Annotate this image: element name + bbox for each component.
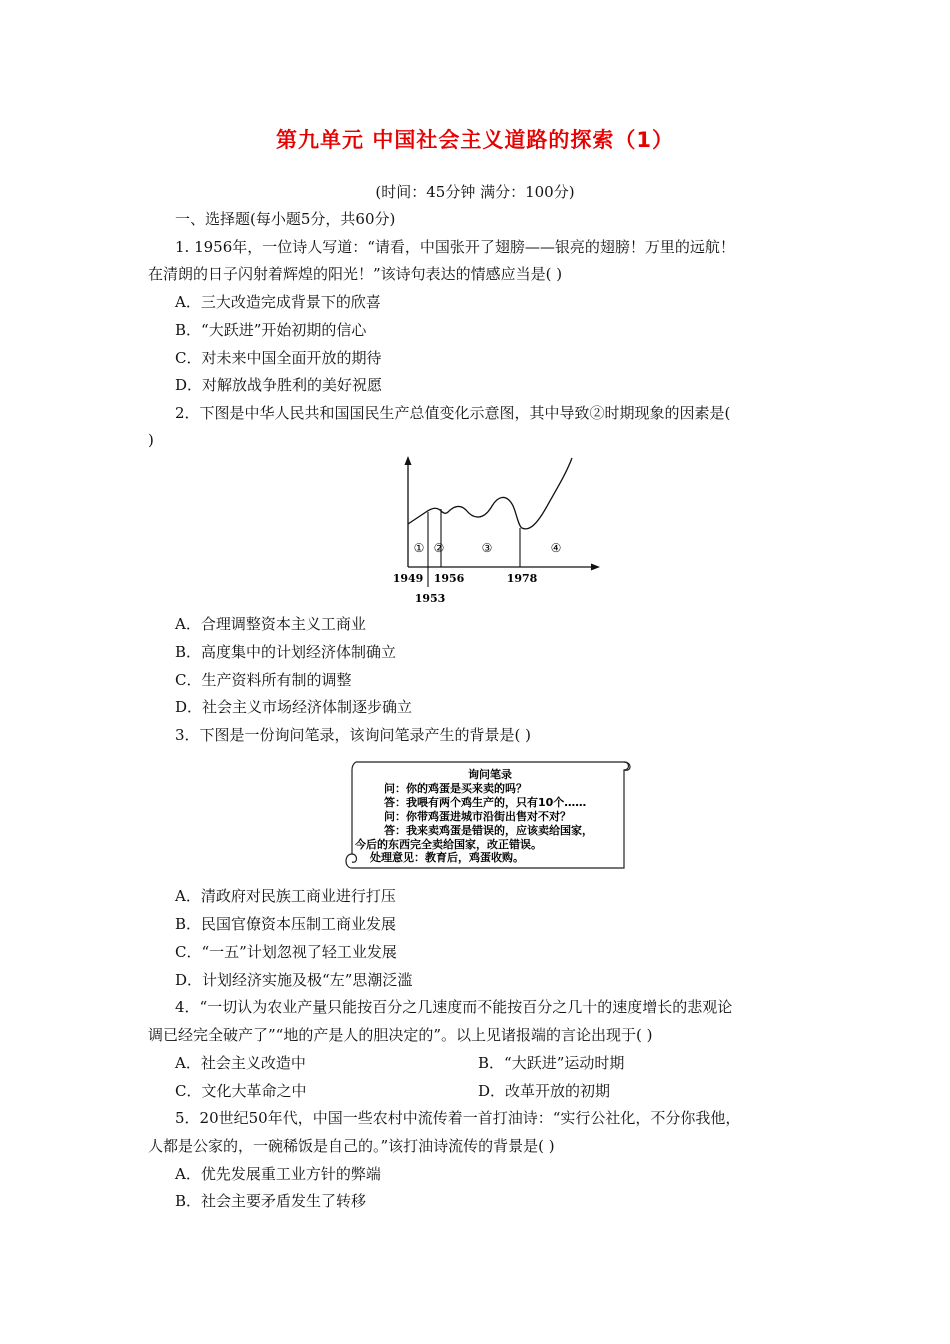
q4-option-c[interactable]: C．文化大革命之中 — [175, 1082, 307, 1100]
record-line-5: 今后的东西完全卖给国家，改正错误。 — [355, 838, 542, 851]
q3-option-a[interactable]: A．清政府对民族工商业进行打压 — [175, 887, 396, 905]
gnp-curve — [408, 458, 572, 529]
period-label-1: ① — [413, 541, 425, 555]
inquiry-record-scroll — [340, 756, 636, 878]
exam-time-info: (时间：45分钟 满分：100分) — [375, 183, 575, 201]
section-heading: 一、选择题(每小题5分，共60分) — [175, 210, 396, 228]
record-line-2: 答：我喂有两个鸡生产的，只有10个…… — [384, 796, 587, 809]
year-label-1978: 1978 — [506, 572, 538, 585]
q4-option-b[interactable]: B．“大跃进”运动时期 — [478, 1054, 625, 1072]
gnp-chart — [380, 452, 610, 612]
q2-option-d[interactable]: D．社会主义市场经济体制逐步确立 — [175, 698, 413, 716]
q4-option-a[interactable]: A．社会主义改造中 — [175, 1054, 306, 1072]
q2-option-b[interactable]: B．高度集中的计划经济体制确立 — [175, 643, 397, 661]
q3-stem-line1: 3．下图是一份询问笔录，该询问笔录产生的背景是( ) — [175, 726, 532, 744]
year-label-1956: 1956 — [433, 572, 465, 585]
q3-option-c[interactable]: C．“一五”计划忽视了轻工业发展 — [175, 943, 397, 961]
q3-option-b[interactable]: B．民国官僚资本压制工商业发展 — [175, 915, 397, 933]
q1-option-a[interactable]: A．三大改造完成背景下的欣喜 — [175, 293, 381, 311]
q1-stem-line1: 1. 1956年，一位诗人写道：“请看，中国张开了翅膀——银亮的翅膀！万里的远航！ — [175, 238, 735, 256]
period-label-4: ④ — [550, 541, 562, 555]
record-line-4: 答：我来卖鸡蛋是错误的，应该卖给国家， — [384, 824, 593, 837]
q5-stem-line1: 5．20世纪50年代，中国一些农村中流传着一首打油诗：“实行公社化，不分你我他， — [175, 1109, 741, 1127]
q1-stem-line2: 在清朗的日子闪射着辉煌的阳光！”该诗句表达的情感应当是( ) — [148, 265, 563, 283]
year-label-1953: 1953 — [414, 592, 446, 605]
record-title: 询问笔录 — [468, 768, 512, 781]
q2-option-c[interactable]: C．生产资料所有制的调整 — [175, 671, 352, 689]
q2-option-a[interactable]: A．合理调整资本主义工商业 — [175, 615, 366, 633]
year-label-1949: 1949 — [392, 572, 424, 585]
period-label-2: ② — [433, 541, 445, 555]
chart-y-arrow — [405, 456, 412, 465]
q4-option-d[interactable]: D．改革开放的初期 — [478, 1082, 611, 1100]
q3-option-d[interactable]: D．计划经济实施及极“左”思潮泛滥 — [175, 971, 413, 989]
q4-stem-line2: 调已经完全破产了”“地的产是人的胆决定的”。以上见诸报端的言论出现于( ) — [148, 1026, 653, 1044]
q1-option-b[interactable]: B．“大跃进”开始初期的信心 — [175, 321, 367, 339]
page-title: 第九单元 中国社会主义道路的探索（1） — [276, 128, 674, 152]
q1-option-d[interactable]: D．对解放战争胜利的美好祝愿 — [175, 376, 383, 394]
record-line-3: 问：你带鸡蛋进城市沿街出售对不对？ — [384, 810, 571, 823]
chart-x-arrow — [591, 564, 600, 571]
q5-stem-line2: 人都是公家的，一碗稀饭是自己的。”该打油诗流传的背景是( ) — [148, 1137, 555, 1155]
record-line-6: 处理意见：教育后，鸡蛋收购。 — [370, 851, 524, 864]
record-line-1: 问：你的鸡蛋是买来卖的吗？ — [384, 782, 527, 795]
q2-stem-line2: ) — [148, 431, 154, 449]
q5-option-b[interactable]: B．社会主要矛盾发生了转移 — [175, 1192, 367, 1210]
q1-option-c[interactable]: C．对未来中国全面开放的期待 — [175, 349, 382, 367]
q2-stem-line1: 2．下图是中华人民共和国国民生产总值变化示意图，其中导致②时期现象的因素是( — [175, 404, 731, 422]
period-label-3: ③ — [481, 541, 493, 555]
q4-stem-line1: 4．“一切认为农业产量只能按百分之几速度而不能按百分之几十的速度增长的悲观论 — [175, 998, 733, 1016]
q5-option-a[interactable]: A．优先发展重工业方针的弊端 — [175, 1165, 381, 1183]
